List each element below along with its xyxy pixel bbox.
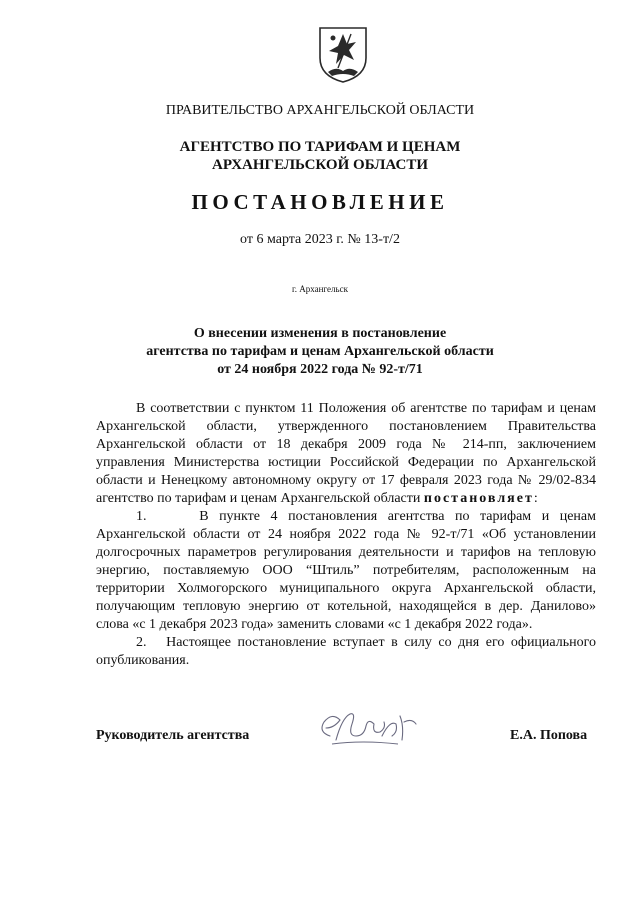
item-2-number: 2. [136, 635, 147, 650]
coat-of-arms-icon [316, 24, 370, 84]
agency-name [0, 138, 640, 174]
signatory-name: Е.А. Попова [510, 728, 588, 743]
subject-line-2: агентства по тарифам и ценам Архангельской области [146, 344, 494, 359]
item-1-paragraph [96, 508, 596, 634]
document-date-number: от 6 марта 2023 г. № 13-т/2 [240, 232, 400, 247]
signatory-position: Руководитель агентства [96, 728, 250, 743]
subject-line-3: от 24 ноября 2022 года № 92-т/71 [217, 362, 423, 377]
agency-name-line-2: АРХАНГЕЛЬСКОЙ ОБЛАСТИ [212, 157, 428, 173]
preamble-paragraph: В соответствии с пунктом 11 Положения об агентстве по тарифам и ценам Архангельской области, утвержденного постановлением Правительства Архангельской области от 18 декабря 2009 года № 214-пп, заключением управления Министерства юстиции Российской Федерации по Архангельской области и Ненецкому автономному округу от 17 февраля 2023 года № 29/02-834 агентство по тарифам и ценам Архангельской области постановляет: [96, 401, 596, 506]
government-name: ПРАВИТЕЛЬСТВО АРХАНГЕЛЬСКОЙ ОБЛАСТИ [165, 103, 475, 118]
document-body [96, 400, 596, 670]
document-type: ПОСТАНОВЛЕНИЕ [191, 190, 449, 214]
item-2-paragraph [96, 634, 596, 670]
preamble-text: В соответствии с пунктом 11 Положения об агентстве по тарифам и ценам Архангельской области, утвержденного постановлением Правительства Архангельской области от 18 декабря 2009 года № 214-пп, заключением управления Министерства юстиции Российской Федерации по Архангельской области и Ненецкому автономному округу от 17 февраля 2023 года № 29/02-834 агентство по тарифам и ценам Архангельской области [96, 401, 596, 506]
item-1-text: В пункте 4 постановления агентства по тарифам и ценам Архангельской области от 24 ноября 2022 года № 92-т/71 «Об установлении долгосрочных параметров регулирования деятельности и тарифов на тепловую энергию, поставляемую ООО “Штиль” потребителям, расположенным на территории Холмогорского муниципального округа Архангельской области, получающим тепловую энергию от котельной, находящейся в дер. Данилово» слова «с 1 декабря 2023 года» заменить словами «с 1 декабря 2022 года». [96, 509, 596, 632]
decrees-word: постановляет [423, 491, 534, 506]
document-subject [0, 325, 640, 379]
handwritten-signature [312, 706, 422, 750]
document-city: г. Архангельск [292, 284, 348, 294]
agency-name-line-1: АГЕНТСТВО ПО ТАРИФАМ И ЦЕНАМ [179, 139, 461, 155]
item-2-text: Настоящее постановление вступает в силу со дня его официального опубликования. [96, 635, 597, 668]
item-1-number: 1. [136, 509, 147, 524]
subject-line-1: О внесении изменения в постановление [193, 326, 447, 341]
